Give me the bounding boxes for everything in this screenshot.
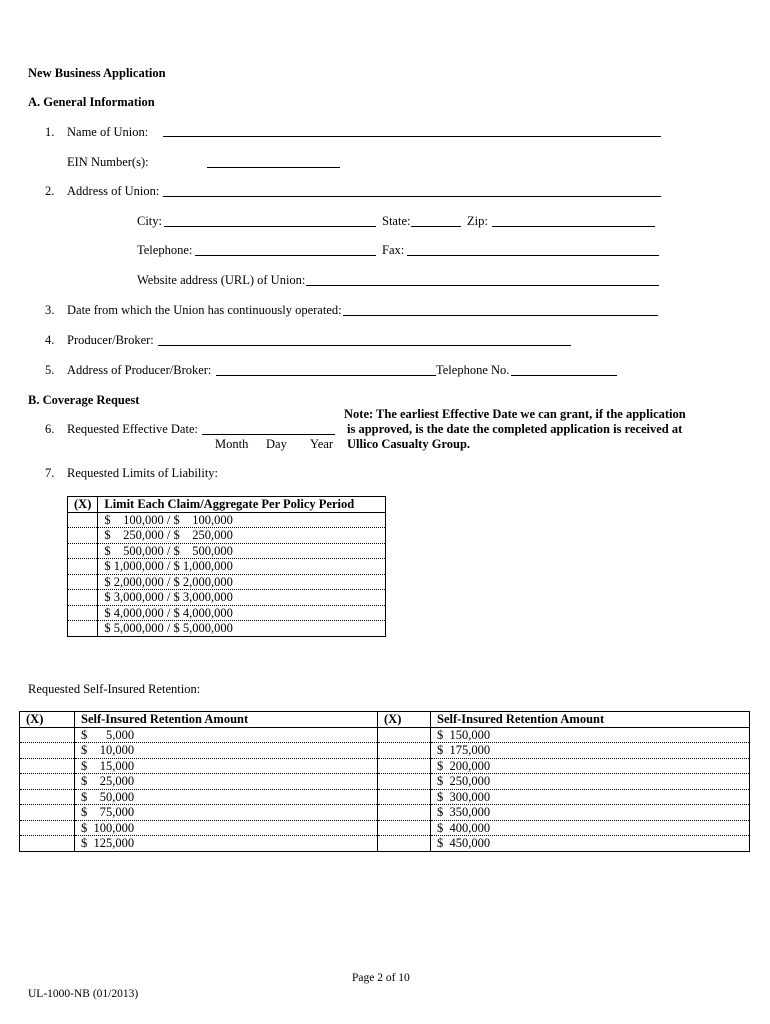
limits-x-header: (X) [68, 497, 98, 513]
sir-value: $ 25,000 [75, 774, 378, 790]
website-field[interactable] [306, 285, 659, 286]
sir-value: $ 125,000 [75, 836, 378, 852]
limit-checkbox[interactable] [68, 528, 98, 544]
union-address-field[interactable] [163, 196, 661, 197]
q3-number: 3. [45, 303, 55, 317]
website-label: Website address (URL) of Union: [137, 273, 306, 287]
sir-table [19, 711, 750, 852]
sir-value: $ 15,000 [75, 758, 378, 774]
page-title: New Business Application [28, 66, 166, 80]
q4-number: 4. [45, 333, 55, 347]
form-number: UL-1000-NB (01/2013) [28, 988, 139, 1000]
sir-value: $ 450,000 [431, 836, 750, 852]
sir-value: $ 200,000 [431, 758, 750, 774]
limit-checkbox[interactable] [68, 590, 98, 606]
sir-checkbox[interactable] [20, 836, 75, 852]
sir-checkbox[interactable] [20, 774, 75, 790]
sir-header-left: Self-Insured Retention Amount [75, 712, 378, 728]
effective-date-field[interactable] [202, 434, 335, 435]
limit-checkbox[interactable] [68, 621, 98, 637]
sir-value: $ 100,000 [75, 820, 378, 836]
city-field[interactable] [164, 226, 376, 227]
effective-date-note [344, 407, 686, 452]
sir-x-header-right: (X) [378, 712, 431, 728]
sir-header-right: Self-Insured Retention Amount [431, 712, 750, 728]
q1-number: 1. [45, 125, 55, 139]
limit-value: $ 3,000,000 / $ 3,000,000 [98, 590, 386, 606]
table-row [68, 512, 386, 528]
sir-header-row [20, 712, 750, 728]
limit-checkbox[interactable] [68, 574, 98, 590]
sir-checkbox[interactable] [378, 805, 431, 821]
sir-value: $ 50,000 [75, 789, 378, 805]
ein-label: EIN Number(s): [67, 155, 149, 169]
sir-checkbox[interactable] [378, 743, 431, 759]
limit-value: $ 2,000,000 / $ 2,000,000 [98, 574, 386, 590]
union-name-field[interactable] [163, 136, 661, 137]
table-row [20, 774, 750, 790]
q6-number: 6. [45, 422, 55, 436]
table-row [68, 559, 386, 575]
note-line-2: is approved, is the date the completed application is received at [347, 422, 683, 436]
fax-field[interactable] [407, 255, 659, 256]
limit-value: $ 5,000,000 / $ 5,000,000 [98, 621, 386, 637]
telephone-field[interactable] [195, 255, 376, 256]
table-row [20, 820, 750, 836]
year-label: Year [310, 437, 334, 451]
q2-number: 2. [45, 184, 55, 198]
sir-checkbox[interactable] [20, 727, 75, 743]
q2-label: Address of Union: [67, 184, 160, 198]
limit-value: $ 4,000,000 / $ 4,000,000 [98, 605, 386, 621]
sir-value: $ 10,000 [75, 743, 378, 759]
q5-label: Address of Producer/Broker: [67, 363, 212, 377]
sir-label: Requested Self-Insured Retention: [28, 682, 201, 696]
producer-telephone-label: Telephone No. [436, 363, 510, 377]
q6-label: Requested Effective Date: [67, 422, 198, 436]
sir-checkbox[interactable] [378, 820, 431, 836]
table-row [20, 758, 750, 774]
q7-label: Requested Limits of Liability: [67, 466, 219, 480]
zip-label: Zip: [467, 214, 488, 228]
sir-checkbox[interactable] [378, 758, 431, 774]
sir-checkbox[interactable] [20, 805, 75, 821]
q7-number: 7. [45, 466, 55, 480]
table-row [68, 590, 386, 606]
sir-value: $ 300,000 [431, 789, 750, 805]
zip-field[interactable] [492, 226, 655, 227]
q3-label: Date from which the Union has continuously operated: [67, 303, 342, 317]
month-label: Month [215, 437, 249, 451]
limits-table [67, 496, 386, 637]
table-row [68, 528, 386, 544]
state-field[interactable] [411, 226, 461, 227]
table-row [68, 574, 386, 590]
note-line-3: Ullico Casualty Group. [347, 437, 471, 451]
day-label: Day [266, 437, 287, 451]
q1-label: Name of Union: [67, 125, 149, 139]
section-b-heading: B. Coverage Request [28, 393, 140, 407]
limits-header: Limit Each Claim/Aggregate Per Policy Period [98, 497, 386, 513]
sir-value: $ 400,000 [431, 820, 750, 836]
table-row [20, 805, 750, 821]
city-label: City: [137, 214, 163, 228]
sir-checkbox[interactable] [378, 727, 431, 743]
limit-value: $ 250,000 / $ 250,000 [98, 528, 386, 544]
state-label: State: [382, 214, 411, 228]
page-number: Page 2 of 10 [352, 972, 410, 984]
producer-field[interactable] [158, 345, 571, 346]
sir-checkbox[interactable] [378, 774, 431, 790]
limit-checkbox[interactable] [68, 543, 98, 559]
producer-address-field[interactable] [216, 375, 436, 376]
sir-value: $ 5,000 [75, 727, 378, 743]
table-row [20, 743, 750, 759]
limit-value: $ 500,000 / $ 500,000 [98, 543, 386, 559]
sir-value: $ 150,000 [431, 727, 750, 743]
operated-date-field[interactable] [343, 315, 658, 316]
q5-number: 5. [45, 363, 55, 377]
ein-field[interactable] [207, 167, 340, 168]
sir-checkbox[interactable] [20, 789, 75, 805]
sir-value: $ 350,000 [431, 805, 750, 821]
limit-checkbox[interactable] [68, 512, 98, 528]
sir-x-header-left: (X) [20, 712, 75, 728]
sir-checkbox[interactable] [20, 743, 75, 759]
fax-label: Fax: [382, 243, 405, 257]
table-row [68, 605, 386, 621]
sir-checkbox[interactable] [378, 789, 431, 805]
limit-value: $ 1,000,000 / $ 1,000,000 [98, 559, 386, 575]
sir-value: $ 175,000 [431, 743, 750, 759]
table-row [68, 621, 386, 637]
telephone-label: Telephone: [137, 243, 193, 257]
table-row [20, 727, 750, 743]
section-a-heading: A. General Information [28, 95, 155, 109]
sir-checkbox[interactable] [20, 820, 75, 836]
table-row [20, 836, 750, 852]
sir-checkbox[interactable] [20, 758, 75, 774]
note-line-1: Note: The earliest Effective Date we can grant, if the application [344, 407, 686, 421]
table-row [20, 789, 750, 805]
table-row [68, 543, 386, 559]
limit-checkbox[interactable] [68, 605, 98, 621]
producer-telephone-field[interactable] [511, 375, 617, 376]
limit-checkbox[interactable] [68, 559, 98, 575]
sir-checkbox[interactable] [378, 836, 431, 852]
sir-value: $ 250,000 [431, 774, 750, 790]
limits-header-row [68, 497, 386, 513]
sir-value: $ 75,000 [75, 805, 378, 821]
q4-label: Producer/Broker: [67, 333, 154, 347]
limit-value: $ 100,000 / $ 100,000 [98, 512, 386, 528]
